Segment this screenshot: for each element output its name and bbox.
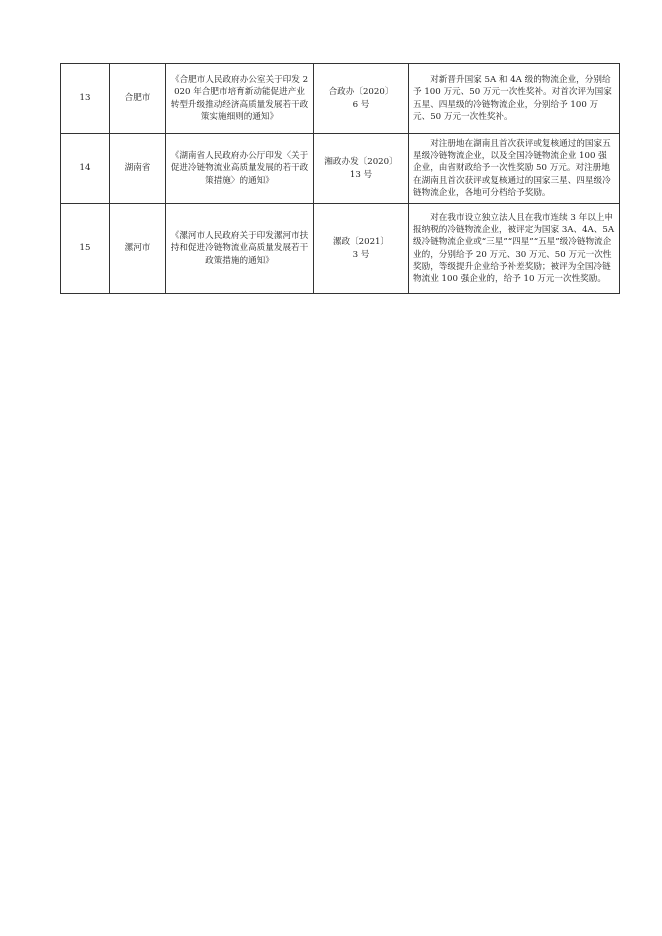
row-document-number bbox=[314, 64, 409, 134]
row-document-number bbox=[314, 204, 409, 294]
row-region: 合肥市 bbox=[110, 64, 166, 134]
row-number: 14 bbox=[61, 134, 110, 204]
row-document-number bbox=[314, 134, 409, 204]
row-region: 漯河市 bbox=[110, 204, 166, 294]
row-policy-title: 《漯河市人民政府关于印发漯河市扶持和促进冷链物流业高质量发展若干政策措施的通知》 bbox=[166, 204, 314, 294]
document-number-line1: 合政办〔2020〕 bbox=[328, 87, 394, 98]
row-policy-content: 对注册地在湖南且首次获评或复核通过的国家五星级冷链物流企业，以及全国冷链物流企业 100 强企业，由省财政给予一次性奖励 50 万元。对注册地在湖南且首次获评或复核通过的国家三星、四星级冷链物流企业，各地可分档给予奖励。 bbox=[409, 134, 620, 204]
document-number-line2: 6 号 bbox=[352, 99, 370, 110]
row-policy-title: 《湖南省人民政府办公厅印发〈关于促进冷链物流业高质量发展的若干政策措施〉的通知》 bbox=[166, 134, 314, 204]
table-row bbox=[61, 134, 620, 204]
row-policy-content: 对在我市设立独立法人且在我市连续 3 年以上申报纳税的冷链物流企业，被评定为国家 3A、4A、5A 级冷链物流企业或“三星”“四星”“五星”级冷链物流企业的，分别给予 20 万元、30 万元、50 万元一次性奖励，等级提升企业给予补差奖励；被评为全国冷链物流业 100 强企业的，给予 10 万元一次性奖励。 bbox=[409, 204, 620, 294]
policy-table bbox=[60, 63, 620, 294]
document-number-line2: 13 号 bbox=[349, 169, 373, 180]
document-number-line1: 湘政办发〔2020〕 bbox=[324, 157, 398, 168]
document-number-line1: 漯政〔2021〕 bbox=[332, 237, 390, 248]
table-row bbox=[61, 204, 620, 294]
row-policy-content: 对新晋升国家 5A 和 4A 级的物流企业，分别给予 100 万元、50 万元一次性奖补。对首次评为国家五星、四星级的冷链物流企业，分别给予 100 万元、50 万元一次性奖补。 bbox=[409, 64, 620, 134]
row-region: 湖南省 bbox=[110, 134, 166, 204]
row-number: 15 bbox=[61, 204, 110, 294]
row-number: 13 bbox=[61, 64, 110, 134]
row-policy-title: 《合肥市人民政府办公室关于印发 2020 年合肥市培育新动能促进产业转型升级推动经济高质量发展若干政策实施细则的通知》 bbox=[166, 64, 314, 134]
table-row bbox=[61, 64, 620, 134]
document-number-line2: 3 号 bbox=[352, 249, 370, 260]
